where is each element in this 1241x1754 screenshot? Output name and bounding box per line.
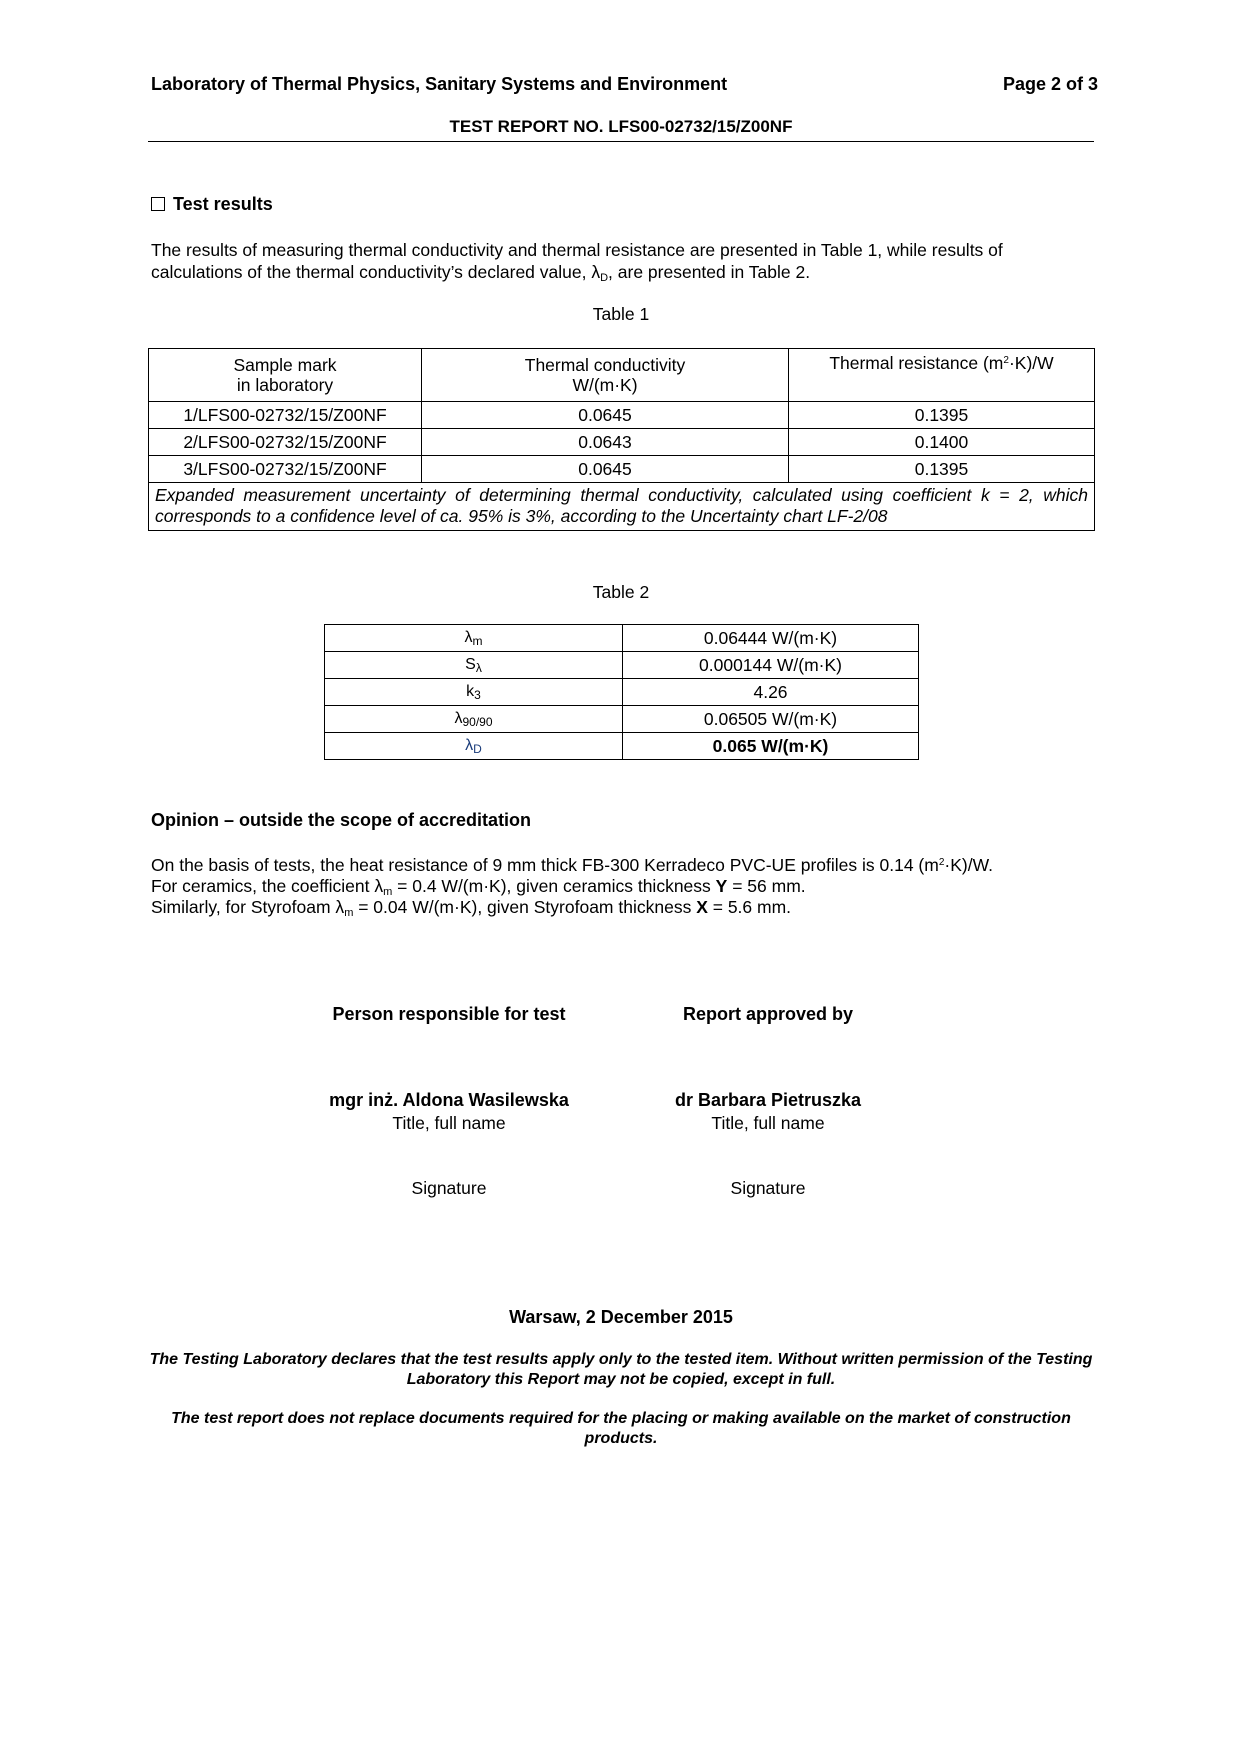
- header-resistance-post: ·K)/W: [1008, 353, 1054, 373]
- text: For ceramics, the coefficient λ: [151, 876, 384, 896]
- bold-variable: Y: [715, 876, 728, 896]
- lab-name: Laboratory of Thermal Physics, Sanitary Systems and Environment: [151, 74, 728, 94]
- symbol: λ: [464, 629, 473, 646]
- value-cell: 0.065 W/(m·K): [623, 733, 919, 760]
- checkbox-icon: [151, 197, 165, 211]
- symbol-cell: [325, 652, 623, 679]
- table-row: [149, 456, 1095, 483]
- resistance-cell: 0.1395: [789, 402, 1095, 429]
- table1-caption: Table 1: [592, 304, 650, 324]
- symbol: λ: [454, 710, 463, 727]
- value-cell: 0.06444 W/(m·K): [623, 625, 919, 652]
- table-row: [325, 733, 919, 760]
- conductivity-cell: 0.0645: [422, 456, 789, 483]
- header-sample-line1: Sample mark: [233, 355, 337, 375]
- symbol: λ: [465, 737, 474, 754]
- conductivity-cell: 0.0643: [422, 429, 789, 456]
- symbol-cell: [325, 706, 623, 733]
- table-row: [325, 652, 919, 679]
- table2-caption: Table 2: [592, 582, 650, 602]
- opinion-line-2: [151, 876, 1096, 897]
- symbol-cell: [325, 733, 623, 760]
- opinion-paragraph: [151, 855, 1096, 918]
- header-divider: [148, 141, 1094, 142]
- value-cell: 0.000144 W/(m·K): [623, 652, 919, 679]
- value-cell: 0.06505 W/(m·K): [623, 706, 919, 733]
- opinion-title: Opinion – outside the scope of accreditation: [151, 810, 532, 830]
- header-sample-line2: in laboratory: [236, 375, 334, 395]
- sig-left-title: Title, full name: [392, 1113, 506, 1133]
- header-resistance-pre: Thermal resistance (m: [829, 353, 1004, 373]
- table-row: [325, 706, 919, 733]
- symbol: k: [466, 683, 475, 700]
- opinion-line-3: [151, 897, 1096, 918]
- section-heading: [151, 194, 273, 215]
- table-row: [149, 429, 1095, 456]
- header-conductivity-line2: W/(m·K): [572, 375, 638, 395]
- uncertainty-note: Expanded measurement uncertainty of determining thermal conductivity, calculated using coefficient k = 2, which corresponds to a confidence level of ca. 95% is 3%, according to the Uncertainty chart LF-2/08: [149, 483, 1095, 531]
- place-date: Warsaw, 2 December 2015: [509, 1307, 733, 1327]
- table1-header-resistance: [789, 349, 1095, 402]
- sample-cell: 3/LFS00-02732/15/Z00NF: [149, 456, 422, 483]
- intro-text-1: The results of measuring thermal conductivity and thermal resistance are presented in Table 1, while results of calculations of the thermal conductivity’s declared value, λ: [151, 240, 1003, 282]
- table1-header-row: [149, 349, 1095, 402]
- sig-right-signature: Signature: [730, 1178, 806, 1198]
- table-row: [149, 402, 1095, 429]
- subscript: m: [344, 907, 354, 919]
- resistance-cell: 0.1400: [789, 429, 1095, 456]
- report-number: TEST REPORT NO. LFS00-02732/15/Z00NF: [449, 117, 793, 136]
- table1: [148, 348, 1095, 531]
- subscript: m: [383, 886, 393, 898]
- sig-left-name: mgr inż. Aldona Wasilewska: [329, 1090, 569, 1110]
- opinion-line-1: [151, 855, 1096, 876]
- table1-header-conductivity: [422, 349, 789, 402]
- table1-header-sample: [149, 349, 422, 402]
- resistance-cell: 0.1395: [789, 456, 1095, 483]
- bold-variable: X: [696, 897, 708, 917]
- text: = 0.04 W/(m·K), given Styrofoam thickness: [353, 897, 697, 917]
- sig-left-role: Person responsible for test: [332, 1004, 566, 1024]
- conductivity-cell: 0.0645: [422, 402, 789, 429]
- section-title: Test results: [173, 194, 273, 214]
- value-cell: 4.26: [623, 679, 919, 706]
- text: = 5.6 mm.: [707, 897, 792, 917]
- symbol-subscript: m: [472, 634, 483, 648]
- page-number: Page 2 of 3: [1002, 74, 1098, 94]
- header-conductivity-line1: Thermal conductivity: [524, 355, 686, 375]
- text: ·K)/W.: [944, 855, 994, 875]
- table2: [324, 624, 919, 760]
- sig-right-name: dr Barbara Pietruszka: [674, 1090, 862, 1110]
- declaration-1: The Testing Laboratory declares that the test results apply only to the tested item. Without written permission of the Testing Laboratory this Report may not be copied, except in full.: [149, 1351, 1093, 1388]
- intro-paragraph: [151, 239, 1096, 283]
- header-resistance-sup: 2: [1003, 355, 1009, 366]
- table-row: [325, 679, 919, 706]
- sig-right-role: Report approved by: [682, 1004, 854, 1024]
- text: Similarly, for Styrofoam λ: [151, 897, 345, 917]
- symbol-subscript: D: [473, 742, 482, 756]
- declaration-2: The test report does not replace documents required for the placing or making available on the market of construction products.: [171, 1410, 1071, 1447]
- symbol-subscript: 90/90: [462, 715, 493, 729]
- intro-subscript: D: [600, 272, 609, 284]
- table1-note-row: [149, 483, 1095, 531]
- symbol-subscript: λ: [475, 661, 482, 675]
- sig-right-title: Title, full name: [711, 1113, 825, 1133]
- text: = 56 mm.: [727, 876, 806, 896]
- text: On the basis of tests, the heat resistance of 9 mm thick FB-300 Kerradeco PVC-UE profiles is 0.14 (m: [151, 855, 939, 875]
- symbol-subscript: 3: [474, 688, 481, 702]
- table-row: [325, 625, 919, 652]
- sample-cell: 1/LFS00-02732/15/Z00NF: [149, 402, 422, 429]
- superscript: 2: [938, 857, 945, 868]
- text: = 0.4 W/(m·K), given ceramics thickness: [392, 876, 716, 896]
- sig-left-signature: Signature: [411, 1178, 487, 1198]
- symbol: S: [465, 656, 476, 673]
- sample-cell: 2/LFS00-02732/15/Z00NF: [149, 429, 422, 456]
- intro-text-2: , are presented in Table 2.: [608, 262, 811, 282]
- symbol-cell: [325, 625, 623, 652]
- symbol-cell: [325, 679, 623, 706]
